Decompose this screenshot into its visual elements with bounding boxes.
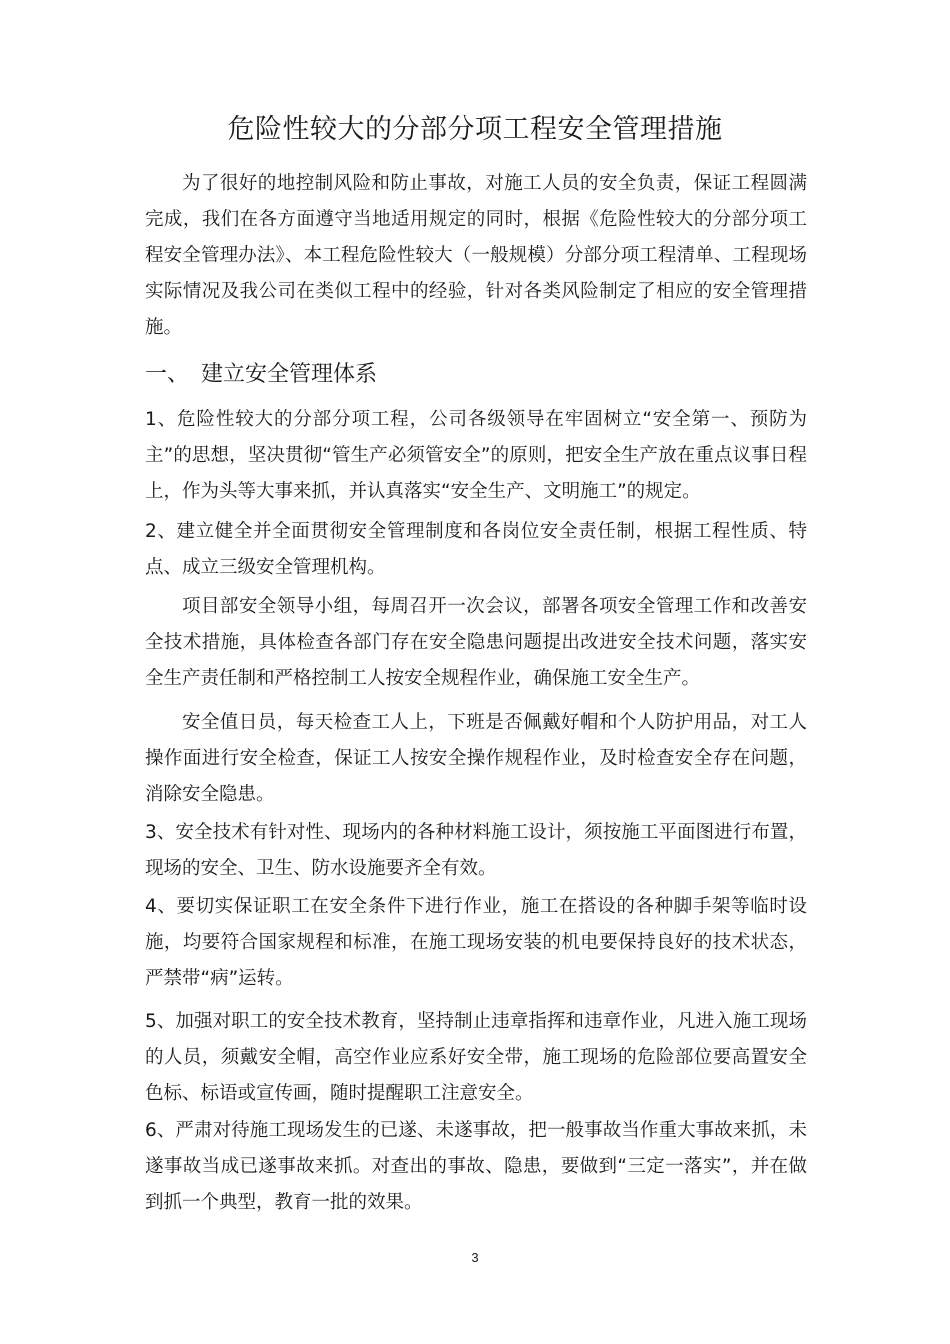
paragraph-leadership-group: 项目部安全领导小组，每周召开一次会议，部署各项安全管理工作和改善安全技术措施，具体检查各部门存在安全隐患问题提出改进安全技术问题，落实安全生产责任制和严格控制工人按安全规程作业，确保施工安全生产。 (145, 596, 807, 689)
intro-paragraph: 为了很好的地控制风险和防止事故，对施工人员的安全负责，保证工程圆满完成，我们在各方面遵守当地适用规定的同时，根据《危险性较大的分部分项工程安全管理办法》、本工程危险性较大（一般规模）分部分项工程清单、工程现场实际情况及我公司在类似工程中的经验，针对各类风险制定了相应的安全管理措施。 (145, 173, 807, 338)
paragraph-item-5: 5、加强对职工的安全技术教育，坚持制止违章指挥和违章作业，凡进入施工现场的人员，须戴安全帽，高空作业应系好安全带，施工现场的危险部位要高置安全色标、标语或宣传画，随时提醒职工注意安全。 (145, 1011, 807, 1104)
paragraph-item-6: 6、严肃对待施工现场发生的已遂、未遂事故，把一般事故当作重大事故来抓，未遂事故当成已遂事故来抓。对查出的事故、隐患，要做到“三定一落实”，并在做到抓一个典型，教育一批的效果。 (145, 1120, 807, 1213)
section-title: 建立安全管理体系 (201, 362, 378, 387)
paragraph-item-2: 2、建立健全并全面贯彻安全管理制度和各岗位安全责任制，根据工程性质、特点、成立三级安全管理机构。 (145, 521, 807, 578)
paragraph-safety-duty: 安全值日员，每天检查工人上，下班是否佩戴好帽和个人防护用品，对工人操作面进行安全检查，保证工人按安全操作规程作业，及时检查安全存在问题，消除安全隐患。 (145, 712, 807, 805)
paragraph-item-4: 4、要切实保证职工在安全条件下进行作业，施工在搭设的各种脚手架等临时设施，均要符合国家规程和标准，在施工现场安装的机电要保持良好的技术状态，严禁带“病”运转。 (145, 896, 807, 989)
paragraph-item-1: 1、危险性较大的分部分项工程，公司各级领导在牢固树立“安全第一、预防为主”的思想，坚决贯彻“管生产必须管安全”的原则，把安全生产放在重点议事日程上，作为头等大事来抓，并认真落实“安全生产、文明施工”的规定。 (145, 409, 807, 502)
paragraph-item-3: 3、安全技术有针对性、现场内的各种材料施工设计，须按施工平面图进行布置，现场的安全、卫生、防水设施要齐全有效。 (145, 822, 807, 879)
section-heading (145, 357, 807, 393)
document-title: 危险性较大的分部分项工程安全管理措施 (227, 114, 723, 145)
section-number: 一、 (145, 362, 190, 387)
page-number: 3 (471, 1250, 479, 1265)
